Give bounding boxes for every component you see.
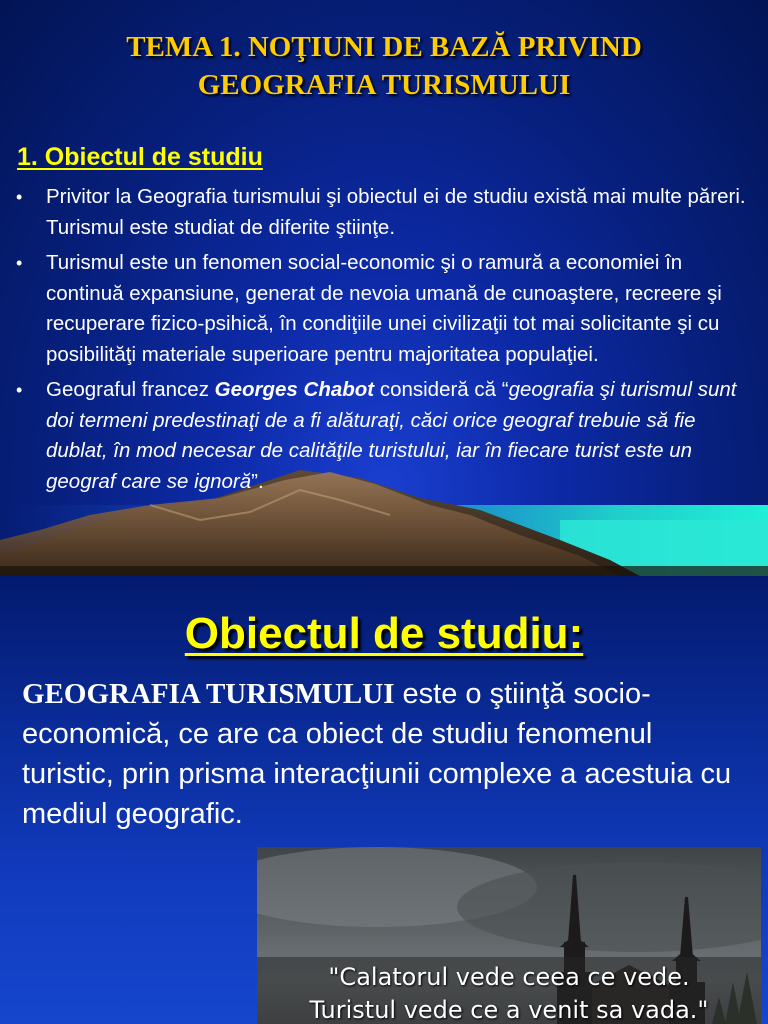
photo-caption (257, 957, 761, 1024)
list-item (14, 182, 754, 243)
list-item (14, 248, 754, 370)
definition-term: GEOGRAFIA TURISMULUI (22, 678, 395, 710)
bullet-list (14, 182, 754, 502)
slide-2-title: Obiectul de studiu: (184, 609, 584, 658)
slide-1-title (0, 28, 768, 104)
author-name: Georges Chabot (214, 378, 375, 401)
caption-line-2: Turistul vede ce a venit sa vada." (309, 996, 709, 1024)
bullet-icon: • (16, 380, 23, 400)
title-line-2: GEOGRAFIA TURISMULUI (197, 69, 571, 101)
castle-photo (257, 847, 761, 1024)
bullet-text-3-pre: Geograful francez (46, 378, 215, 401)
definition-text: este o ştiinţă socio-economică, ce are ca obiect de studiu fenomenul turistic, prin prisma interacţiunii complexe a acestuia cu mediul geografic. (22, 678, 732, 830)
slide-2 (0, 576, 768, 1024)
section-heading: 1. Obiectul de studiu (17, 143, 263, 171)
bullet-icon: • (16, 253, 23, 273)
quote-text: geografia şi turismul sunt doi termeni predestinaţi de a fi alăturaţi, căci orice geograf trebuie să fie dublat, în mod necesar de calităţile turistului, iar în fiecare turist este un geograf care se ignoră (46, 378, 737, 493)
bullet-icon: • (16, 187, 23, 207)
caption-line-1: "Calatorul vede ceea ce vede. (328, 963, 690, 991)
title-line-1: TEMA 1. NOŢIUNI DE BAZĂ PRIVIND (126, 31, 642, 63)
bullet-text-2: Turismul este un fenomen social-economic şi o ramură a economiei în continuă expansiune, generat de nevoia umană de cunoaştere, recreere şi recuperare fizico-psihică, în condiţiile unei civilizaţii tot mai solicitante şi cu posibilităţi materiale superioare pentru majoritatea populaţiei. (46, 251, 722, 366)
bullet-text-3-mid: consideră că “ (374, 378, 509, 401)
list-item (14, 375, 754, 497)
bullet-text-3-end: ”. (251, 469, 264, 493)
definition-paragraph (22, 674, 742, 834)
bullet-text-1: Privitor la Geografia turismului şi obiectul ei de studiu există mai multe păreri. Turismul este studiat de diferite ştiinţe. (46, 185, 746, 239)
